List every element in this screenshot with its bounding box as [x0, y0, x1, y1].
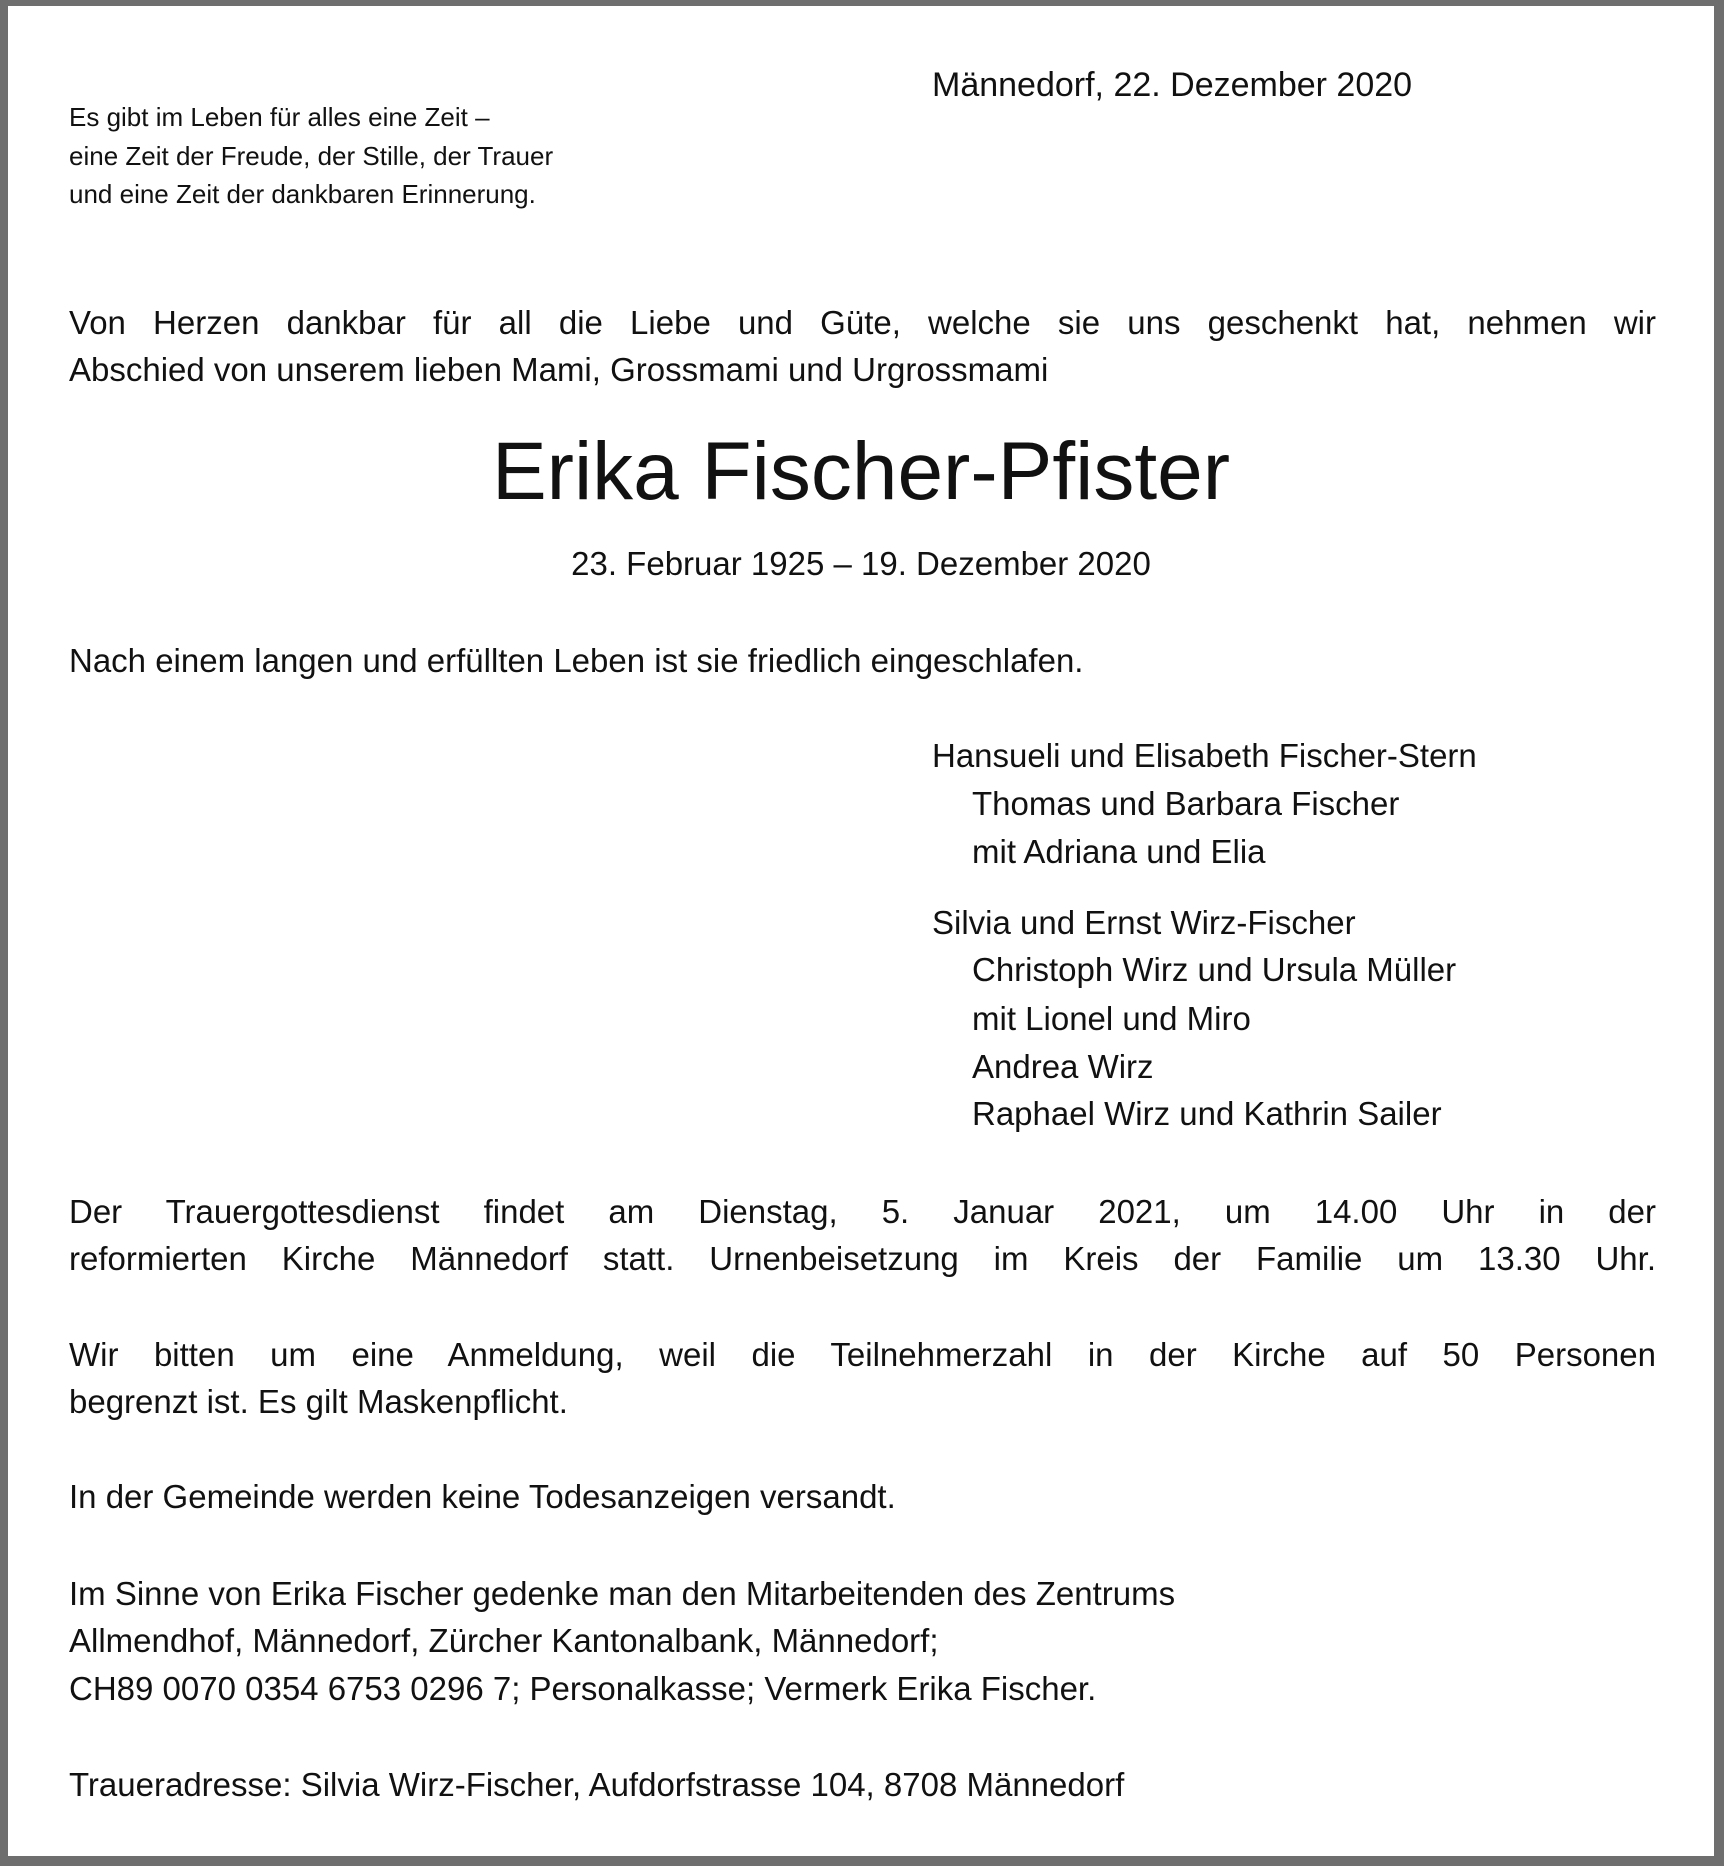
place-date: Männedorf, 22. Dezember 2020 — [932, 66, 1413, 104]
family-head: Silvia und Ernst Wirz-Fischer — [932, 904, 1356, 941]
deceased-name: Erika Fischer-Pfister — [491, 426, 1231, 517]
family-member: Andrea Wirz — [972, 1048, 1154, 1085]
notice-text: In der Gemeinde werden keine Todesanzeigen versandt. — [69, 1478, 896, 1515]
family-member: Christoph Wirz und Ursula Müller — [972, 951, 1457, 988]
quote-line: eine Zeit der Freude, der Stille, der Trauer — [69, 141, 554, 171]
registration-line: begrenzt ist. Es gilt Maskenpflicht. — [69, 1383, 568, 1420]
quote-line: und eine Zeit der dankbaren Erinnerung. — [69, 179, 536, 209]
intro-line: Von Herzen dankbar für all die Liebe und Güte, welche sie uns geschenkt hat, nehmen wir — [69, 304, 1656, 341]
service-line: Der Trauergottesdienst findet am Dienstag, 5. Januar 2021, um 14.00 Uhr in der — [69, 1193, 1656, 1230]
donation-line: Im Sinne von Erika Fischer gedenke man den Mitarbeitenden des Zentrums — [69, 1575, 1176, 1612]
farewell-text: Nach einem langen und erfüllten Leben ist sie friedlich eingeschlafen. — [69, 642, 1084, 679]
quote-line: Es gibt im Leben für alles eine Zeit – — [69, 102, 490, 132]
registration-line: Wir bitten um eine Anmeldung, weil die Teilnehmerzahl in der Kirche auf 50 Personen — [69, 1336, 1656, 1373]
family-member: mit Lionel und Miro — [972, 1000, 1251, 1037]
family-member: mit Adriana und Elia — [972, 833, 1266, 870]
service-line: reformierten Kirche Männedorf statt. Urnenbeisetzung im Kreis der Familie um 13.30 Uhr. — [69, 1240, 1656, 1277]
donation-line: CH89 0070 0354 6753 0296 7; Personalkasse; Vermerk Erika Fischer. — [69, 1670, 1097, 1707]
family-member: Raphael Wirz und Kathrin Sailer — [972, 1095, 1442, 1132]
life-dates: 23. Februar 1925 – 19. Dezember 2020 — [571, 545, 1151, 582]
mourning-address: Traueradresse: Silvia Wirz-Fischer, Aufdorfstrasse 104, 8708 Männedorf — [69, 1766, 1125, 1803]
donation-line: Allmendhof, Männedorf, Zürcher Kantonalbank, Männedorf; — [69, 1622, 939, 1659]
family-member: Thomas und Barbara Fischer — [972, 785, 1400, 822]
intro-line: Abschied von unserem lieben Mami, Grossmami und Urgrossmami — [69, 351, 1049, 388]
family-head: Hansueli und Elisabeth Fischer-Stern — [932, 737, 1477, 774]
obituary-page — [8, 6, 1714, 1856]
